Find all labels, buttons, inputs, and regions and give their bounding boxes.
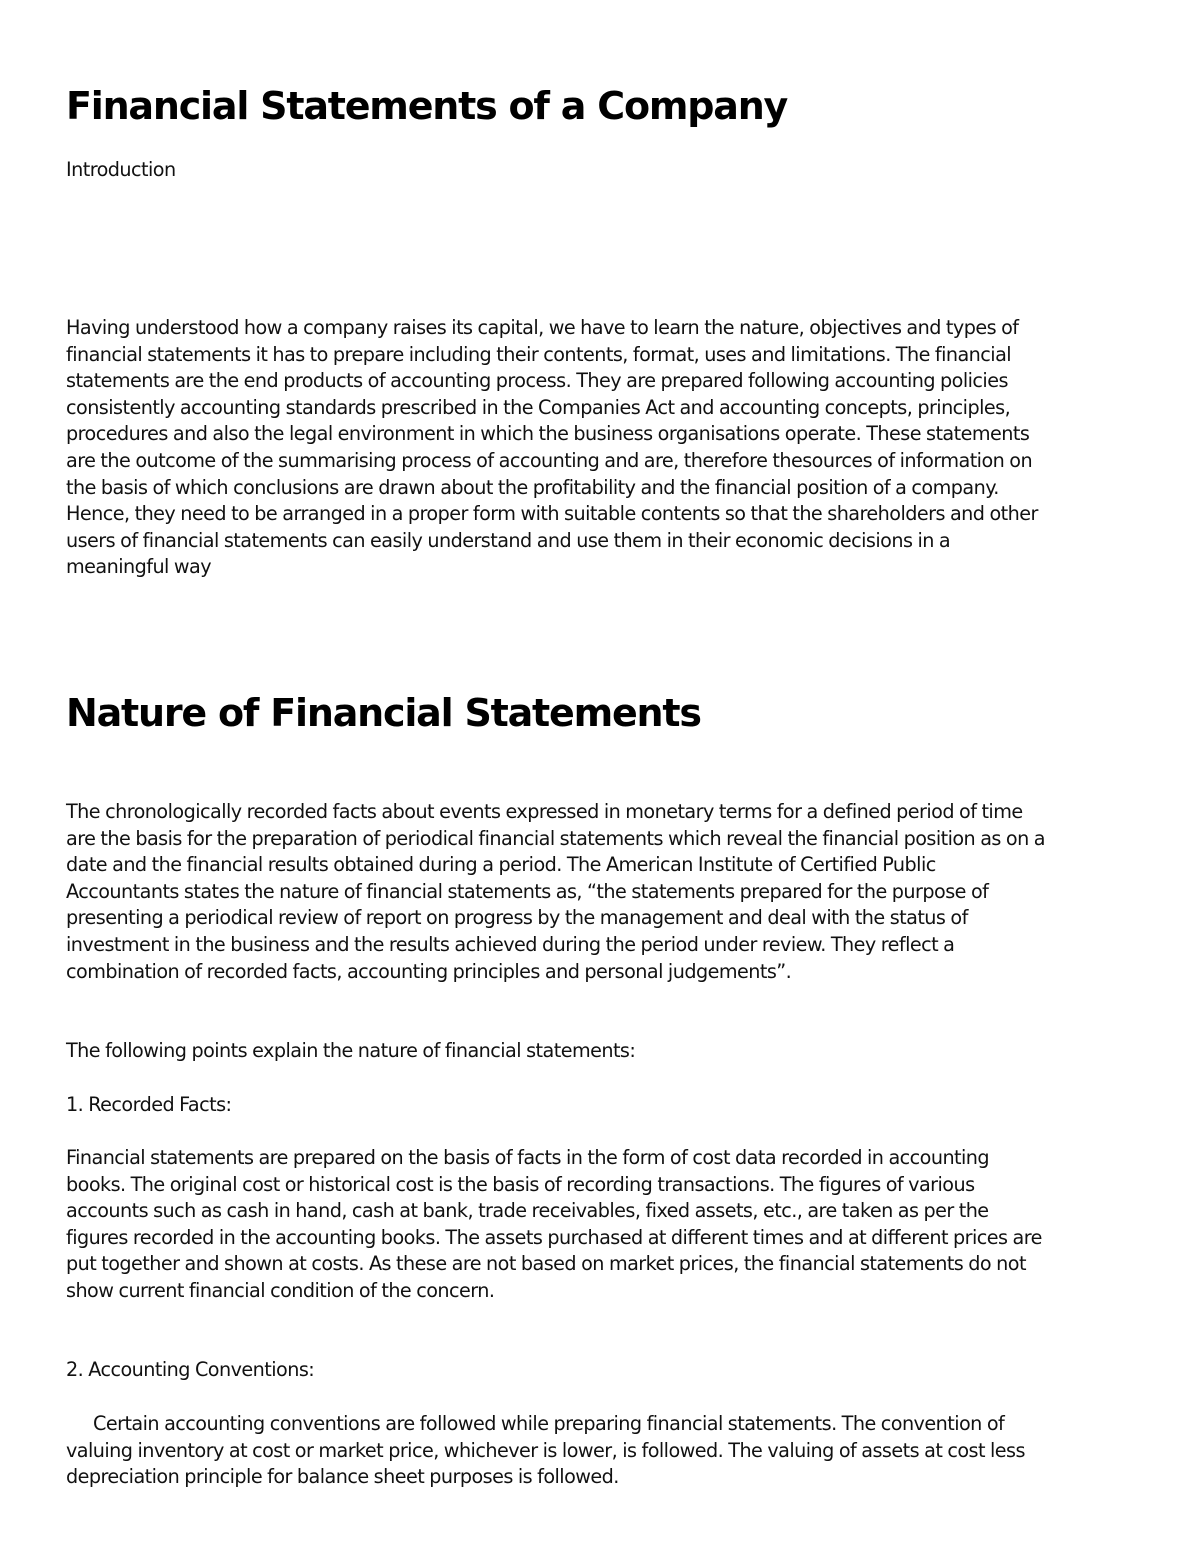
point-1-title: 1. Recorded Facts:: [66, 1093, 232, 1116]
page-title: Financial Statements of a Company: [66, 84, 788, 128]
point-1-text: Financial statements are prepared on the basis of facts in the form of cost data recorded in accounting books. The original cost or historical cost is the basis of recording transactions. The figures of various accounts such as cash in hand, cash at bank, trade receivables, fixed assets, etc., are taken as per the figures recorded in the accounting books. The assets purchased at different times and at different prices are put together and shown at costs. As these are not based on market prices, the financial statements do not show current financial condition of the concern.: [66, 1146, 1042, 1302]
point-2-title: 2. Accounting Conventions:: [66, 1358, 315, 1381]
nature-paragraph: The chronologically recorded facts about events expressed in monetary terms for a defined period of time are the basis for the preparation of periodical financial statements which reveal the financial position as on a date and the financial results obtained during a period. The American Institute of Certified Public Accountants states the nature of financial statements as, “the statements prepared for the purpose of presenting a periodical review of report on progress by the management and deal with the status of investment in the business and the results achieved during the period under review. They reflect a combination of recorded facts, accounting principles and personal judgements”.: [66, 800, 1045, 983]
introduction-paragraph: Having understood how a company raises its capital, we have to learn the nature, objectives and types of financial statements it has to prepare including their contents, format, uses and limitations. The financial statements are the end products of accounting process. They are prepared following accounting policies consistently accounting standards prescribed in the Companies Act and accounting concepts, principles, procedures and also the legal environment in which the business organisations operate. These statements are the outcome of the summarising process of accounting and are, therefore thesources of information on the basis of which conclusions are drawn about the profitability and the financial position of a company. Hence, they need to be arranged in a proper form with suitable contents so that the shareholders and other users of financial statements can easily understand and use them in their economic decisions in a meaningful way: [66, 316, 1038, 579]
points-intro: The following points explain the nature of financial statements:: [66, 1039, 636, 1062]
point-2-text: Certain accounting conventions are followed while preparing financial statements. The convention of valuing inventory at cost or market price, whichever is lower, is followed. The valuing of assets at cost less depreciation principle for balance sheet purposes is followed.: [66, 1412, 1025, 1489]
introduction-label: Introduction: [66, 158, 176, 181]
nature-heading: Nature of Financial Statements: [66, 691, 701, 735]
